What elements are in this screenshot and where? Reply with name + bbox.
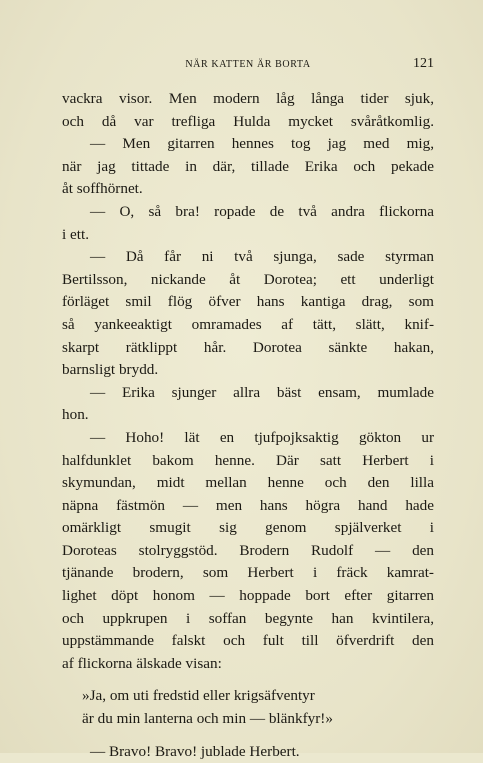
text-line: — O, så bra! ropade de två andra flickorna (90, 202, 434, 220)
text-line: åt soffhörnet. (62, 180, 143, 198)
text-line: vackra visor. Men modern låg långa tider sjuk, (62, 90, 434, 107)
text-line: i ett. (62, 225, 89, 243)
text-line: förläget smil flög öfver hans kantiga drag, som (62, 293, 434, 311)
text-line: — Då får ni två sjunga, sade styrman (90, 248, 434, 266)
verse-gap (62, 675, 434, 685)
text-line: af flickorna älskade visan: (62, 654, 222, 672)
text-line: och uppkrupen i soffan begynte han kvintilera, (62, 609, 434, 627)
text-line: Bertilsson, nickande åt Dorotea; ett underligt (62, 270, 434, 288)
page-header (62, 56, 434, 76)
text-line: hon. (62, 406, 89, 424)
text-line: uppstämmande falskt och fult till öfverdrift den (62, 632, 434, 650)
text-line: Doroteas stolryggstöd. Brodern Rudolf — den (62, 541, 434, 559)
text-line: skarpt rätklippt hår. Dorotea sänkte hakan, (62, 338, 434, 356)
text-line: — Men gitarren hennes tog jag med mig, (90, 135, 434, 153)
page-number: 121 (413, 56, 434, 71)
text-line: näpna fästmön — men hans högra hand hade (62, 496, 434, 514)
text-line: skymundan, midt mellan henne och den lilla (62, 474, 434, 492)
text-line: när jag tittade in där, tillade Erika och pekade (62, 157, 434, 175)
text-line: tjänande brodern, som Herbert i fräck kamrat- (62, 564, 434, 582)
text-line: lighet döpt honom — hoppade bort efter gitarren (62, 587, 434, 605)
text-line: — Erika sjunger allra bäst ensam, mumlade (90, 383, 434, 401)
text-line: halfdunklet bakom henne. Där satt Herbert i (62, 451, 434, 469)
running-head: NÄR KATTEN ÄR BORTA (185, 59, 311, 70)
text-line: omärkligt smugit sig genom spjälverket i (62, 519, 434, 537)
verse-line: är du min lanterna och min — blänkfyr!» (82, 710, 333, 728)
text-line: så yankeeaktigt omramades af tätt, slätt, knif- (62, 315, 434, 333)
text-line: och då var trefliga Hulda mycket svåråtkomlig. (62, 112, 434, 130)
verse-line: »Ja, om uti fredstid eller krigsäfventyr (82, 687, 315, 705)
closing-line: — Bravo! Bravo! jublade Herbert. (90, 742, 300, 760)
verse-gap (62, 731, 434, 741)
text-line: — Hoho! lät en tjufpojksaktig gökton ur (90, 428, 434, 446)
text-line: barnsligt brydd. (62, 361, 159, 379)
body-text (62, 88, 434, 763)
